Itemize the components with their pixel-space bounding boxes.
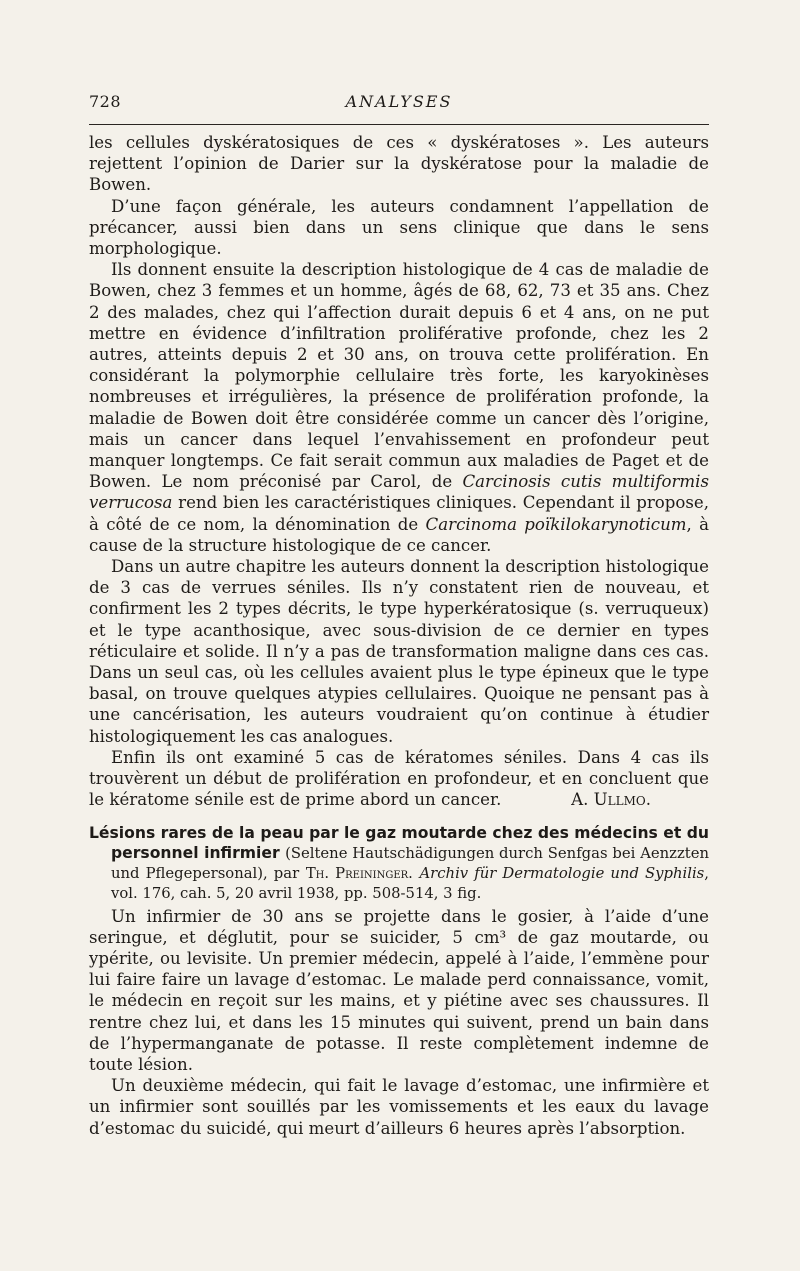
paragraph <box>89 259 709 556</box>
paragraph: Un infirmier de 30 ans se projette dans le gosier, à l’aide d’une seringue, et déglutit, pour se suicider, 5 cm³ de gaz moutarde, ou ypérite, ou levisite. Un premier médecin, appelé à l’aide, l’emmène pour lui faire faire un lavage d’estomac. Le malade perd connaissance, vomit, le médecin en reçoit sur les mains, et y piétine avec ses chaussures. Il rentre chez lui, et dans les 15 minutes qui suivent, prend un bain dans de l’hypermanganate de potasse. Il reste complètement indemne de toute lésion. <box>89 906 709 1074</box>
entry-original-title: (Seltene Hautschädigungen durch Senfgas bei Aenzzten und Pflegepersonal), par <box>111 844 709 882</box>
text-run: Enfin ils ont examiné 5 cas de kératomes séniles. Dans 4 cas ils trouvèrent un début de prolifération en profondeur, et en concluent que le kératome sénile est de prime abord un cancer. <box>89 747 709 810</box>
header-rule <box>89 124 709 125</box>
entry-title: Lésions rares de la peau par le gaz moutarde chez des médecins et du personnel infirmier <box>89 823 709 862</box>
text-run: Ils donnent ensuite la description histologique de 4 cas de maladie de Bowen, chez 3 femmes et un homme, âgés de 68, 62, 73 et 35 ans. Chez 2 des malades, chez qui l’affection durait depuis 6 et 4 ans, on ne put mettre en évidence d’infiltration proliférative profonde, chez les 2 autres, atteints depuis 2 et 30 ans, on trouva cette prolifération. En considérant la polymorphie cellulaire très forte, les karyokinèses nombreuses et irrégulières, la présence de prolifération profonde, la maladie de Bowen doit être considérée comme un cancer dès l’origine, mais un cancer dans lequel l’envahissement en profondeur peut manquer longtemps. Ce fait serait commun aux maladies de Paget et de Bowen. Le nom préconisé par Carol, de <box>89 260 709 492</box>
page-header <box>89 92 709 116</box>
entry-author: Th. Preininger. <box>305 864 413 882</box>
paragraph <box>89 747 709 811</box>
text-run: , à cause de la structure histologique de ce cancer. <box>89 514 709 555</box>
signature: A. Ullmo. <box>571 790 651 810</box>
page-body <box>89 132 709 1139</box>
running-head: ANALYSES <box>345 92 453 111</box>
entry-journal: Archiv für Dermatologie und Syphilis <box>419 864 705 882</box>
paragraph: D’une façon générale, les auteurs condamnent l’appellation de précancer, aussi bien dans un sens clinique que dans le sens morphologique. <box>89 196 709 259</box>
italic-term: Carcinoma poïkilokarynoticum <box>425 514 687 534</box>
bibliographic-entry <box>89 823 709 903</box>
text-run: rend bien les caractéristiques cliniques. Cependant il propose, à côté de ce nom, la dénomination de <box>89 493 709 534</box>
entry-reference: , vol. 176, cah. 5, 20 avril 1938, pp. 508-514, 3 fig. <box>111 864 709 902</box>
page-number: 728 <box>89 92 122 111</box>
italic-term: Carcinosis cutis multiformis verrucosa <box>89 472 709 513</box>
paragraph: les cellules dyskératosiques de ces « dyskératoses ». Les auteurs rejettent l’opinion de Darier sur la dyskératose pour la maladie de Bowen. <box>89 133 709 195</box>
paragraph: Un deuxième médecin, qui fait le lavage d’estomac, une infirmière et un infirmier sont souillés par les vomissements et les eaux du lavage d’estomac du suicidé, qui meurt d’ailleurs 6 heures après l’absorption. <box>89 1076 709 1138</box>
paragraph: Dans un autre chapitre les auteurs donnent la description histologique de 3 cas de verrues séniles. Ils n’y constatent rien de nouveau, et confirment les 2 types décrits, le type hyperkératosique (s. verruqueux) et le type acanthosique, avec sous-division de ce dernier en types réticulaire et solide. Il n’y a pas de transformation maligne dans ces cas. Dans un seul cas, où les cellules avaient plus le type épineux que le type basal, on trouve quelques atypies cellulaires. Quoique ne pensant pas à une cancérisation, les auteurs voudraient qu’on continue à étudier histologiquement les cas analogues. <box>89 557 709 746</box>
